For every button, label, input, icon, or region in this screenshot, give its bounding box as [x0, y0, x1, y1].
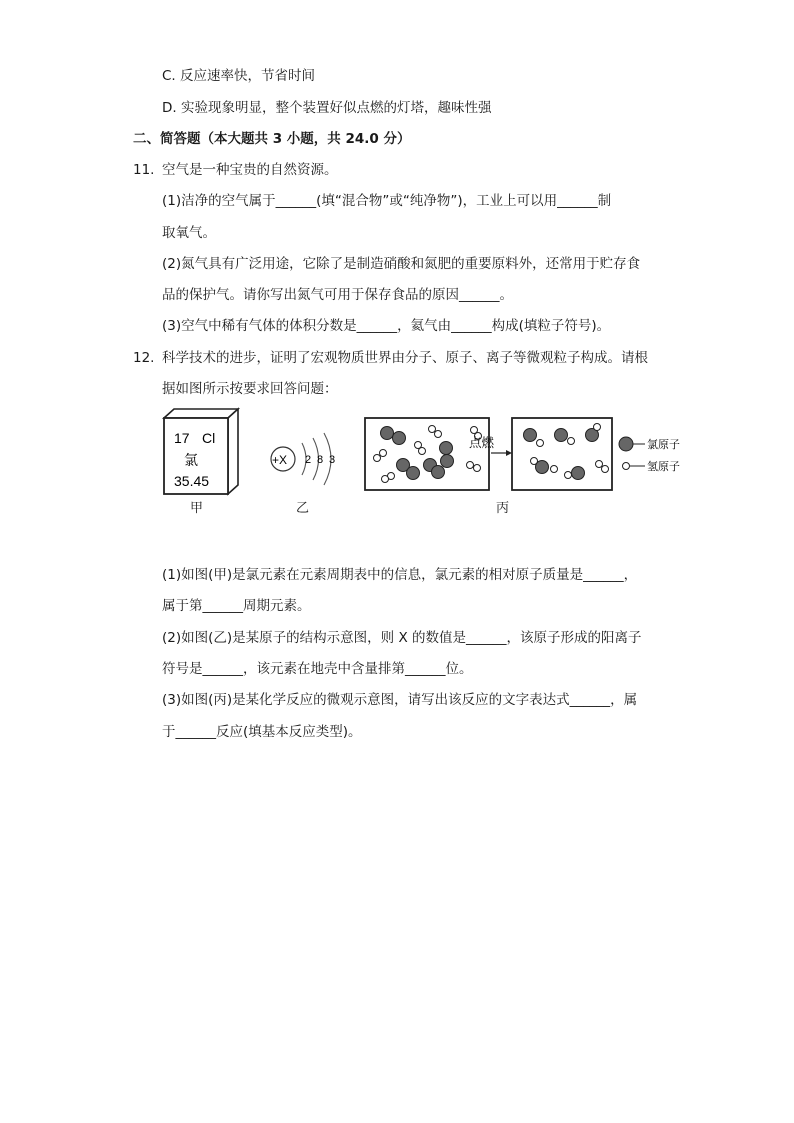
q12-stem-line1: 科学技术的进步，证明了宏观物质世界由分子、原子、离子等微观粒子构成。请根 — [162, 350, 648, 366]
option-c: C. 反应速率快，节省时间 — [162, 68, 316, 84]
label-yi: 乙 — [296, 501, 310, 516]
q12-stem-line2: 据如图所示按要求回答问题： — [162, 381, 338, 397]
q12-part3-line2: 于______反应(填基本反应类型)。 — [162, 724, 362, 740]
section-title: 二、简答题（本大题共 3 小题，共 24.0 分） — [133, 131, 411, 147]
label-bing: 丙 — [496, 501, 510, 516]
atom-nucleus: +X — [272, 453, 288, 467]
legend-chlorine: 氯原子 — [647, 438, 680, 451]
q11-number: 11. — [133, 162, 155, 178]
reactant-box — [365, 418, 489, 490]
q11-part3: (3)空气中稀有气体的体积分数是______，氦气由______构成(填粒子符号)。 — [162, 318, 611, 334]
element-symbol: Cl — [202, 430, 216, 446]
q12-figure — [150, 405, 710, 530]
shell-3-count: 3 — [329, 454, 336, 466]
option-d: D. 实验现象明显，整个装置好似点燃的灯塔，趣味性强 — [162, 100, 492, 116]
q12-figure-drawing — [150, 405, 710, 530]
element-name: 氯 — [184, 453, 198, 469]
element-cell — [164, 409, 238, 494]
reaction-legend — [619, 437, 680, 473]
label-jia: 甲 — [190, 501, 204, 516]
q11-part1-line1: (1)洁净的空气属于______(填“混合物”或“纯净物”)，工业上可以用______制 — [162, 193, 612, 209]
q12-part1-line1: (1)如图(甲)是氯元素在元素周期表中的信息，氯元素的相对原子质量是______， — [162, 567, 638, 583]
q12-part1-line2: 属于第______周期元素。 — [162, 598, 311, 614]
q11-part2-line2: 品的保护气。请你写出氮气可用于保存食品的原因______。 — [162, 287, 513, 303]
shell-2-count: 8 — [317, 454, 324, 466]
q12-part3-line1: (3)如图(丙)是某化学反应的微观示意图，请写出该反应的文字表达式______，属 — [162, 692, 638, 708]
legend-hydrogen: 氢原子 — [647, 460, 680, 473]
q12-part2-line1: (2)如图(乙)是某原子的结构示意图，则 X 的数值是______，该原子形成的阳离子 — [162, 630, 642, 646]
atom-diagram — [271, 433, 335, 485]
element-number: 17 — [174, 430, 190, 446]
q12-part2-line2: 符号是______，该元素在地壳中含量排第______位。 — [162, 661, 473, 677]
element-mass: 35.45 — [174, 473, 210, 489]
q11-part1-line2: 取氧气。 — [162, 225, 216, 241]
product-box — [512, 418, 612, 490]
reaction-condition: 点燃 — [469, 435, 495, 450]
shell-1-count: 2 — [305, 454, 312, 466]
q12-number: 12. — [133, 350, 155, 366]
q11-part2-line1: (2)氮气具有广泛用途，它除了是制造硝酸和氮肥的重要原料外，还常用于贮存食 — [162, 256, 641, 272]
q11-stem: 空气是一种宝贵的自然资源。 — [162, 162, 338, 178]
